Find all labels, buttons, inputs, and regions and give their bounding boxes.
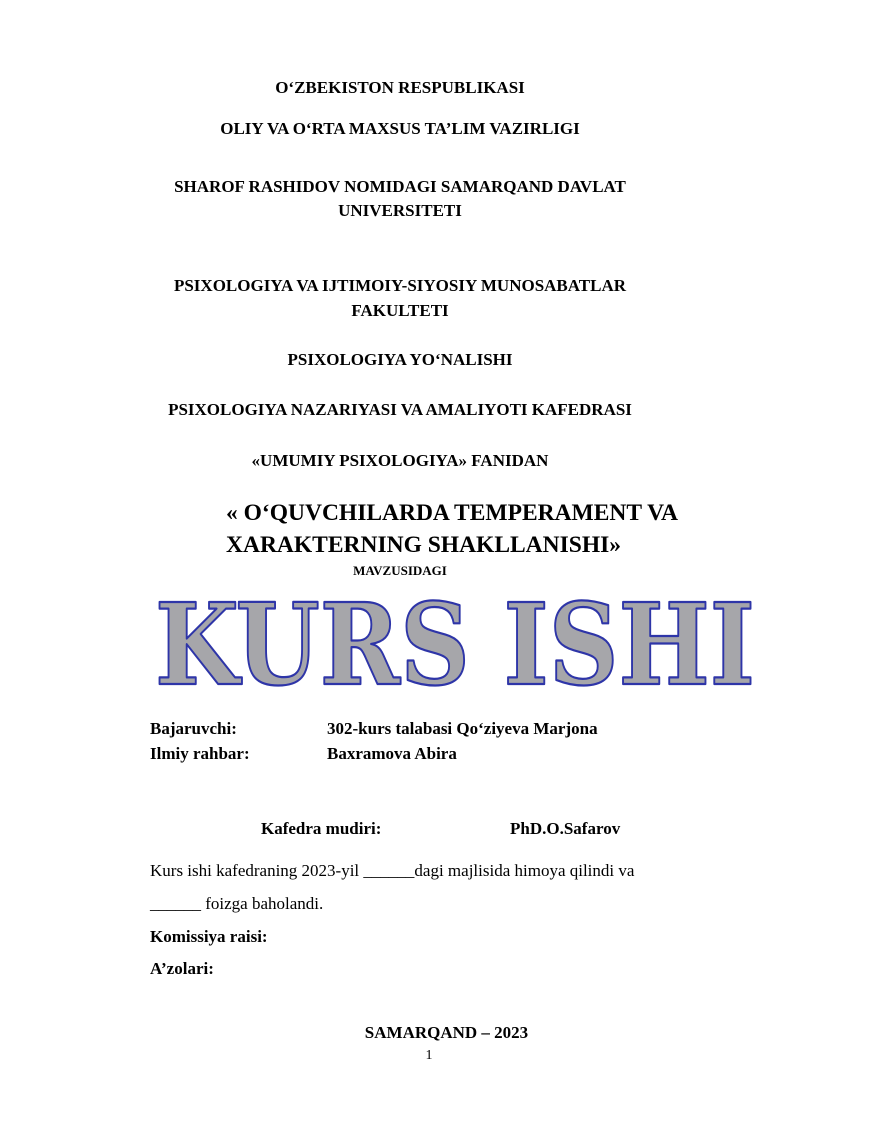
executor-value: 302-kurs talabasi Qo‘ziyeva Marjona <box>327 719 598 738</box>
defense-line1: Kurs ishi kafedraning 2023-yil ______dagi majlisida himoya qilindi va <box>150 861 635 880</box>
page-number: 1 <box>425 1048 433 1063</box>
university-heading-line2: UNIVERSITETI <box>338 201 462 220</box>
topic-title-line2: XARAKTERNING SHAKLLANISHI» <box>226 532 622 558</box>
head-value: PhD.O.Safarov <box>510 819 621 838</box>
work-type-wordart <box>150 580 760 711</box>
topic-subtitle: MAVZUSIDAGI <box>353 563 447 578</box>
direction-heading: PSIXOLOGIYA YO‘NALISHI <box>287 350 513 369</box>
faculty-heading-line1: PSIXOLOGIYA VA IJTIMOIY-SIYOSIY MUNOSABATLAR <box>173 276 627 295</box>
advisor-value: Baxramova Abira <box>327 744 457 763</box>
topic-title-line1: « O‘QUVCHILARDA TEMPERAMENT VA <box>226 500 678 526</box>
commission-chair-label: Komissiya raisi: <box>150 927 268 946</box>
university-heading-line1: SHAROF RASHIDOV NOMIDAGI SAMARQAND DAVLAT <box>174 177 626 196</box>
defense-line2: ______ foizga baholandi. <box>150 894 324 913</box>
advisor-label: Ilmiy rahbar: <box>150 744 250 763</box>
department-heading: PSIXOLOGIYA NAZARIYASI VA AMALIYOTI KAFEDRASI <box>168 400 632 419</box>
city-year: SAMARQAND – 2023 <box>364 1023 529 1042</box>
republic-heading: O‘ZBEKISTON RESPUBLIKASI <box>275 78 525 97</box>
ministry-heading: OLIY VA O‘RTA MAXSUS TA’LIM VAZIRLIGI <box>220 119 580 138</box>
head-label: Kafedra mudiri: <box>261 819 382 838</box>
faculty-heading-line2: FAKULTETI <box>351 301 449 320</box>
subject-heading: «UMUMIY PSIXOLOGIYA» FANIDAN <box>251 451 549 470</box>
work-type-text: KURS ISHI <box>155 580 755 711</box>
members-label: A’zolari: <box>150 959 214 978</box>
executor-label: Bajaruvchi: <box>150 719 237 738</box>
